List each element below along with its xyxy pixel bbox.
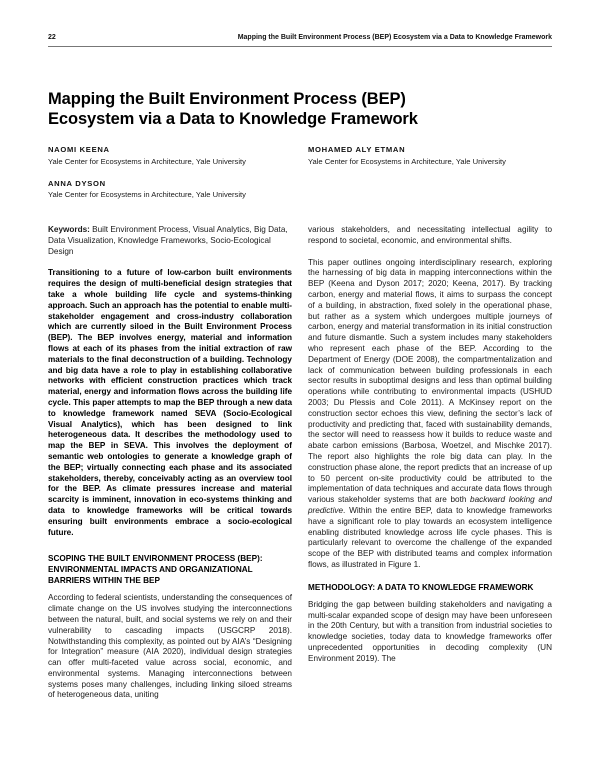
two-column-body [48, 225, 552, 712]
left-column [48, 225, 292, 712]
methodology-paragraph: Bridging the gap between building stakeholders and navigating a multi-scalar expanded scope of design may have been unforeseen in the 20th Century, but with a transition from industrial societies to knowledge societies, today data to knowledge frameworks offer unprecedented opportunities in decoding complexity (UN Environment 2019). The [308, 599, 552, 663]
author-etman [308, 145, 552, 166]
keywords-text: Built Environment Process, Visual Analytics, Big Data, Data Visualization, Knowledge Frameworks, Socio-Ecological Design [48, 225, 288, 256]
running-title: Mapping the Built Environment Process (BEP) Ecosystem via a Data to Knowledge Framework [237, 34, 552, 41]
page-number: 22 [48, 34, 56, 41]
paper-title-line2: Ecosystem via a Data to Knowledge Framework [48, 110, 418, 128]
section-heading-methodology: METHODOLOGY: A DATA TO KNOWLEDGE FRAMEWORK [308, 582, 534, 592]
keywords-label: Keywords: [48, 225, 90, 234]
author-name: MOHAMED ALY ETMAN [308, 145, 406, 154]
research-overview-italic: backward looking and predictive [308, 495, 552, 515]
author-affiliation: Yale Center for Ecosystems in Architecture, Yale University [308, 156, 506, 166]
author-dyson [48, 179, 292, 200]
abstract-paragraph: Transitioning to a future of low-carbon built environments requires the design of multi-beneficial design strategies that take a whole building life cycle and systems-thinking approach. Such an approach has the potential to enable multi-stakeholder engagement and cross-industry collaboration which are currently siloed in the Built Environment Process (BEP). The BEP involves energy, material and information flows at each of its phases from the initial extraction of raw materials to the final deconstruction of a building. Technology and big data have a role to play in establishing collaborative networks with efficient construction practices which track material, energy and information flows across the building life cycle. This paper attempts to map the BEP through a new data to knowledge framework named SEVA (Socio-Ecological Visual Analytics), which has been designed to link heterogeneous data. It describes the methodology used to map the BEP in SEVA. This involves the deployment of semantic web ontologies to generate a knowledge graph of the BEP; virtually connecting each phase and its associated stakeholders, thereby, conceivably acting as an overview tool for the BEP. As climate pressures increase and material scarcity is imminent, innovation in eco-systems thinking and data to knowledge frameworks will be critical towards ensuring built environments embrace a socio-ecological future. [48, 268, 292, 537]
research-overview-paragraph [308, 258, 552, 571]
author-keena [48, 145, 292, 166]
keywords [48, 225, 292, 257]
page-header [48, 34, 552, 47]
paper-title-line1: Mapping the Built Environment Process (BEP) [48, 90, 406, 108]
author-affiliation: Yale Center for Ecosystems in Architecture, Yale University [48, 156, 246, 166]
section-heading-scoping: SCOPING THE BUILT ENVIRONMENT PROCESS (BEP): ENVIRONMENTAL IMPACTS AND ORGANIZATIONAL BARRIERS WITHIN THE BEP [48, 554, 263, 586]
author-name: NAOMI KEENA [48, 145, 110, 154]
continuation-paragraph: various stakeholders, and necessitating intellectual agility to respond to societal, economic, and environmental shifts. [308, 225, 552, 245]
author-affiliation: Yale Center for Ecosystems in Architecture, Yale University [48, 190, 246, 199]
research-overview-text: This paper outlines ongoing interdisciplinary research, exploring the harnessing of big data in mapping interconnections within the BEP (Keena and Dyson 2017; 2020; Keena, 2017). By tracking carbon, energy and material flows, it aims to surpass the concept of a building, in abstraction, fixed solely in the operational phase, but rather as a system which undergoes multiple journeys of carbon, energy and material transformation in its initial construction and future dismantle. Such a system includes many stakeholders who represent each phase of the BEP. According to the Department of Energy (DOE 2008), the compartmentalization and lack of communication between building professionals in each sector results in suboptimal designs and less than optimal building operations while contributing to environmental impacts (USHUD 2003; Du Plessis and Cole 2011). A McKinsey report on the construction sector echoes this view, defining the sector’s lack of productivity and predicting that, faced with sustainability demands, the sector will need to reassess how it builds to reduce waste and abate carbon emissions (Barbosa, Woetzel, and Mischke 2017). The report also highlights the role big data can play. In the construction phase alone, the report predicts that an increase of up to 50 percent on-site productivity could be attributed to the implementation of data techniques and accurate data flows through various stakeholder systems that are both [308, 257, 552, 505]
authors-block [48, 145, 552, 199]
right-column [308, 225, 552, 712]
paper-title [48, 89, 552, 129]
scoping-paragraph: According to federal scientists, understanding the consequences of climate change on the US involves studying the interconnections between the natural, built, and social systems we rely on and their vulnerability to cascading impacts (USGCRP 2018). Notwithstanding this complexity, as pointed out by AIA’s “Designing for Integration” measure (AIA 2020), individual design strategies can offer multi-faceted value across social, economic, and environmental systems. Managing interconnections between systems poses many challenges, including linking siloed streams of heterogeneous data, uniting [48, 593, 292, 700]
research-overview-text-after: . Within the entire BEP, data to knowledge frameworks have a significant role to play towards an ecosystem intelligence enabling distributed knowledge across life cycle phases. This is particularly relevant to overcome the challenge of the expanded scope of the BEP with distributed teams and complex information flows, as illustrated in Figure 1. [308, 505, 552, 569]
author-name: ANNA DYSON [48, 178, 106, 188]
